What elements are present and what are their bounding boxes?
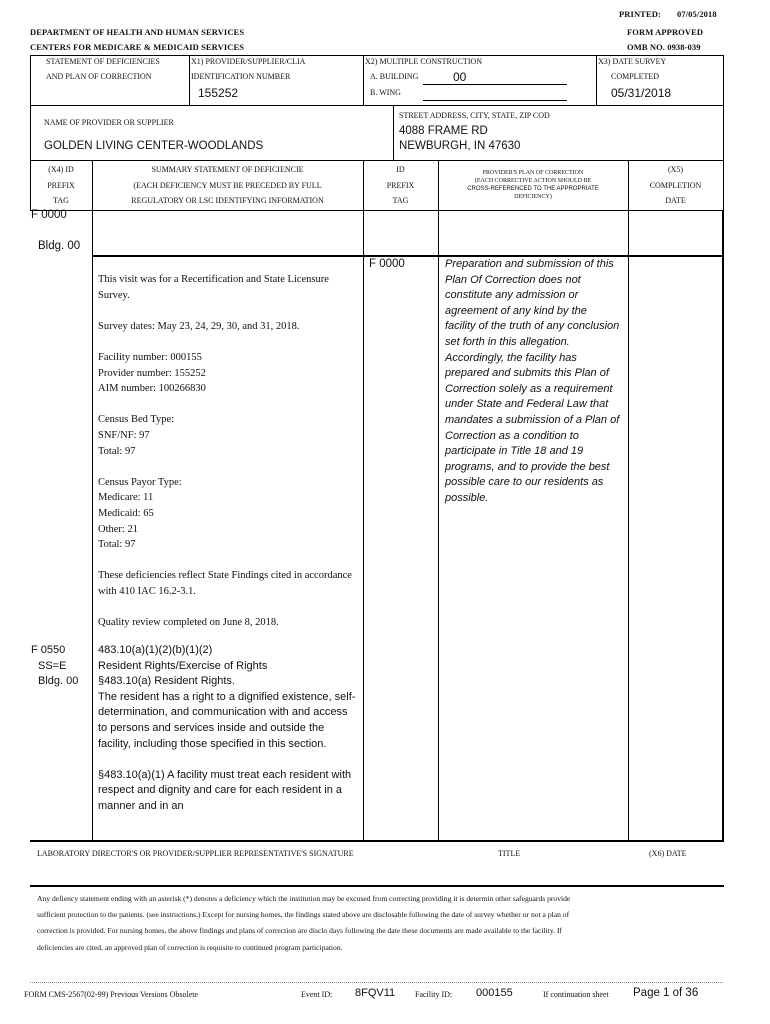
form-approved: FORM APPROVED <box>627 27 704 37</box>
f550-regulation: 483.10(a)(1)(2)(b)(1)(2) Resident Rights/Exercise of Rights §483.10(a) Resident Rights. The resident has a right to a dignified existence, self-determination, and communication with and access to persons and services inside and outside the facility, including those specified in this section. <box>98 644 356 750</box>
provider-name-label: NAME OF PROVIDER OR SUPPLIER <box>44 118 174 127</box>
id-header-2: PREFIX <box>386 181 415 190</box>
tag-f0550-scope: SS=E <box>38 660 67 672</box>
x5-header-1: (X5) <box>667 165 684 174</box>
building-label: A. BUILDING <box>370 72 419 81</box>
x1-label-2: IDENTIFICATION NUMBER <box>191 72 291 81</box>
footnote-text: Any defiency statement ending with an asterisk (*) denotes a deficiency which the institution may be excused from correcting providing it is determin other safeguards provide sufficient protection to the patients. (see instructions.) Except for nursing homes, the findings stated above are disclosable following the date of survey whether or not a plan of correction is provided. For nursing homes, the above findings and plans of correction are disclo days following the date these documents are made available to the facility. If deficiencies are cited, an approved plan of correction is requisite to continued program participation. <box>37 894 571 952</box>
plan-header-2: (EACH CORRECTIVE ACTION SHOULD BE <box>474 178 592 184</box>
signature-label: LABORATORY DIRECTOR'S OR PROVIDER/SUPPLIER REPRESENTATIVE'S SIGNATURE <box>37 849 354 858</box>
survey-dates: Survey dates: May 23, 24, 29, 30, and 31, 2018. <box>98 320 300 332</box>
survey-date-value: 05/31/2018 <box>611 86 672 100</box>
summary-header-3: REGULATORY OR LSC IDENTIFYING INFORMATION <box>131 196 324 205</box>
x5-header-2: COMPLETION <box>649 181 702 190</box>
wing-label: B. WING <box>370 88 401 97</box>
statement-label-2: AND PLAN OF CORRECTION <box>46 72 152 81</box>
bldg-00-first: Bldg. 00 <box>38 240 81 252</box>
tag-f0550-bldg: Bldg. 00 <box>38 675 79 687</box>
plan-of-correction-text: Preparation and submission of this Plan Of Correction does not constitute any admission or agreement of any kind by the facility of the truth of any conclusion set forth in this allegation. Accordingly, the facility has prepared and submits this Plan of Correction solely as a requirement under State and Federal Law that mandates a submission of a Plan of Correction as a condition to participate in Title 18 and 19 programs, and to provide the best possible care to our residents as possible. <box>445 258 620 504</box>
printed-label: PRINTED: <box>619 9 661 19</box>
provider-name-value: GOLDEN LIVING CENTER-WOODLANDS <box>44 140 264 152</box>
census-bed-type: Census Bed Type: SNF/NF: 97 Total: 97 <box>98 414 175 457</box>
x4-header-1: (X4) ID <box>48 165 74 174</box>
x3-label-1: X3) DATE SURVEY <box>598 57 667 66</box>
event-id-label: Event ID: <box>301 990 333 999</box>
right-tag-f0000: F 0000 <box>369 258 405 270</box>
event-id-value: 8FQV11 <box>355 987 396 999</box>
building-value: 00 <box>453 70 467 84</box>
facility-id-value: 000155 <box>476 987 513 999</box>
plan-header-1: PROVIDER'S PLAN OF CORRECTION <box>482 170 584 176</box>
summary-header-1: SUMMARY STATEMENT OF DEFICIENCIE <box>151 165 304 174</box>
omb-number: OMB NO. 0938-039 <box>627 42 701 52</box>
x4-header-2: PREFIX <box>47 181 75 190</box>
id-header-1: ID <box>396 165 405 174</box>
x4-header-3: TAG <box>53 196 69 205</box>
summary-header-2: (EACH DEFICIENCY MUST BE PRECEDED BY FULL <box>133 181 322 190</box>
page-number: Page 1 of 36 <box>633 987 699 999</box>
printed-date: 07/05/2018 <box>677 9 717 19</box>
visit-paragraph: This visit was for a Recertification and State Licensure Survey. <box>98 274 329 301</box>
statement-label-1: STATEMENT OF DEFICIENCIES <box>46 57 160 66</box>
facility-numbers: Facility number: 000155 Provider number: 155252 AIM number: 100266830 <box>98 351 206 395</box>
deficiencies-paragraph: These deficiencies reflect State Findings cited in accordance with 410 IAC 16.2-3.1. <box>98 570 352 597</box>
f550-content <box>98 643 356 815</box>
facility-id-label: Facility ID: <box>415 990 453 999</box>
x2-label: X2) MULTIPLE CONSTRUCTION <box>365 57 483 66</box>
centers-title: CENTERS FOR MEDICARE & MEDICAID SERVICES <box>30 42 245 52</box>
tag-f0550: F 0550 <box>31 644 66 656</box>
title-label: TITLE <box>498 849 521 858</box>
x6-date-label: (X6) DATE <box>649 849 687 858</box>
quality-review: Quality review completed on June 8, 2018. <box>98 617 279 629</box>
x1-label-1: X1) PROVIDER/SUPPLIER/CLIA <box>191 57 306 66</box>
address-label: STREET ADDRESS, CITY, STATE, ZIP COD <box>399 111 550 120</box>
tag-f0000: F 0000 <box>31 209 67 221</box>
f550-respect-text: §483.10(a)(1) A facility must treat each resident with respect and dignity and care for each resident in a manner and in an <box>98 768 352 812</box>
id-header-3: TAG <box>392 196 409 205</box>
department-title: DEPARTMENT OF HEALTH AND HUMAN SERVICES <box>30 27 245 37</box>
summary-content <box>98 272 360 646</box>
address-line-2: NEWBURGH, IN 47630 <box>399 140 521 152</box>
form-number: FORM CMS-2567(02-99) Previous Versions Obsolete <box>24 990 199 999</box>
plan-header-3: CROSS-REFERENCED TO THE APPROPRIATE <box>467 186 599 192</box>
census-payor-type: Census Payor Type: Medicare: 11 Medicaid: 65 Other: 21 Total: 97 <box>98 476 182 551</box>
plan-header-4: DEFICIENCY) <box>514 194 552 200</box>
provider-id-value: 155252 <box>198 86 239 100</box>
x3-label-2: COMPLETED <box>611 72 659 81</box>
x5-header-3: DATE <box>665 196 686 205</box>
address-line-1: 4088 FRAME RD <box>399 125 488 137</box>
continuation-label: If continuation sheet <box>543 990 609 999</box>
